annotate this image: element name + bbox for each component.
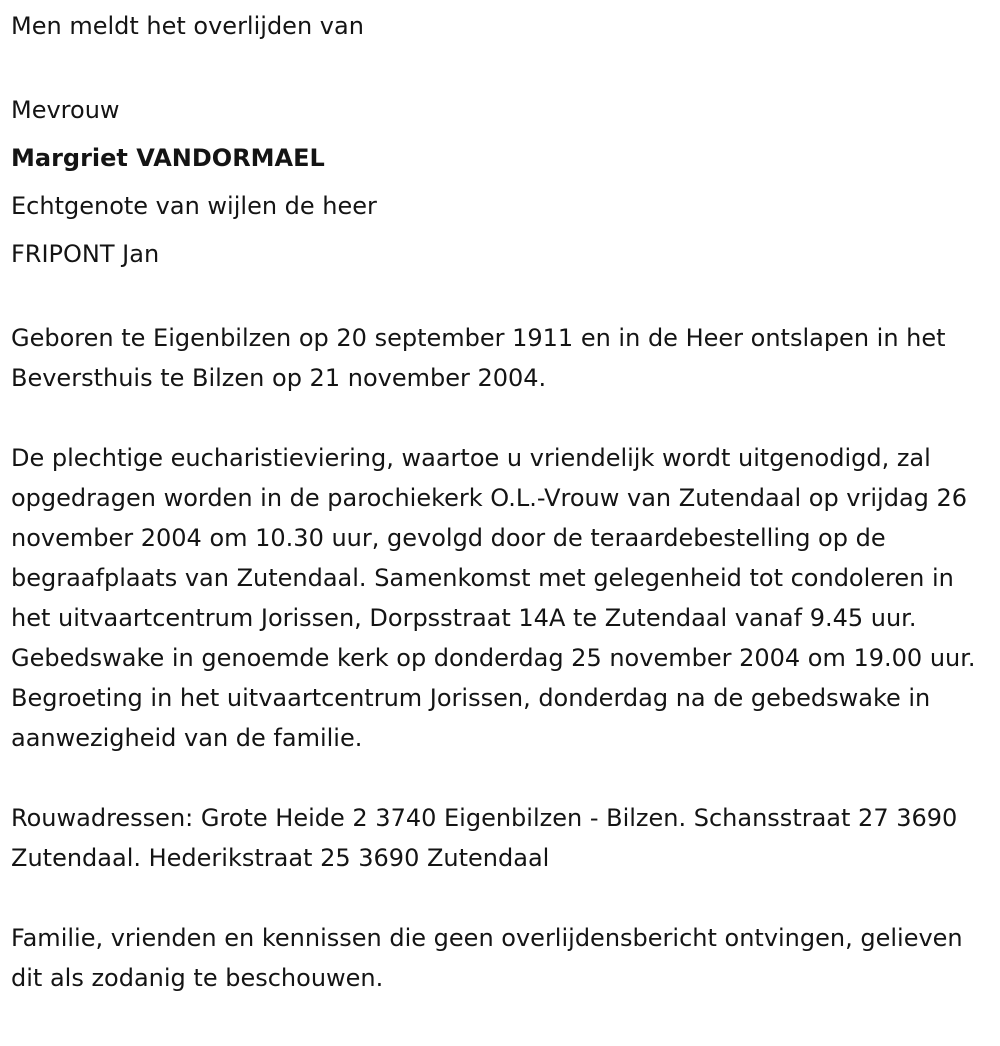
deceased-name: Margriet VANDORMAEL	[11, 144, 325, 172]
intro-line: Men meldt het overlijden van	[11, 12, 364, 40]
birth-death-paragraph: Geboren te Eigenbilzen op 20 september 1911 en in de Heer ontslapen in het Beversthuis te Bilzen op 21 november 2004.	[11, 324, 946, 392]
spouse-name: FRIPONT Jan	[11, 240, 160, 268]
death-notice	[11, 6, 996, 998]
spouse-label: Echtgenote van wijlen de heer	[11, 192, 377, 220]
addresses-paragraph: Rouwadressen: Grote Heide 2 3740 Eigenbilzen - Bilzen. Schansstraat 27 3690 Zutendaal. Hederikstraat 25 3690 Zutendaal	[11, 804, 958, 872]
spacer	[11, 758, 996, 798]
ceremony-paragraph: De plechtige eucharistieviering, waartoe u vriendelijk wordt uitgenodigd, zal opgedragen worden in de parochiekerk O.L.-Vrouw van Zutendaal op vrijdag 26 november 2004 om 10.30 uur, gevolgd door de teraardebestelling op de begraafplaats van Zutendaal. Samenkomst met gelegenheid tot condoleren in het uitvaartcentrum Jorissen, Dorpsstraat 14A te Zutendaal vanaf 9.45 uur. Gebedswake in genoemde kerk op donderdag 25 november 2004 om 19.00 uur. Begroeting in het uitvaartcentrum Jorissen, donderdag na de gebedswake in aanwezigheid van de familie.	[11, 444, 976, 752]
closing-paragraph: Familie, vrienden en kennissen die geen overlijdensbericht ontvingen, gelieven dit als zodanig te beschouwen.	[11, 924, 963, 992]
spacer	[11, 878, 996, 918]
spacer	[11, 398, 996, 438]
spacer	[11, 46, 996, 86]
salutation: Mevrouw	[11, 96, 120, 124]
spacer	[11, 278, 996, 318]
